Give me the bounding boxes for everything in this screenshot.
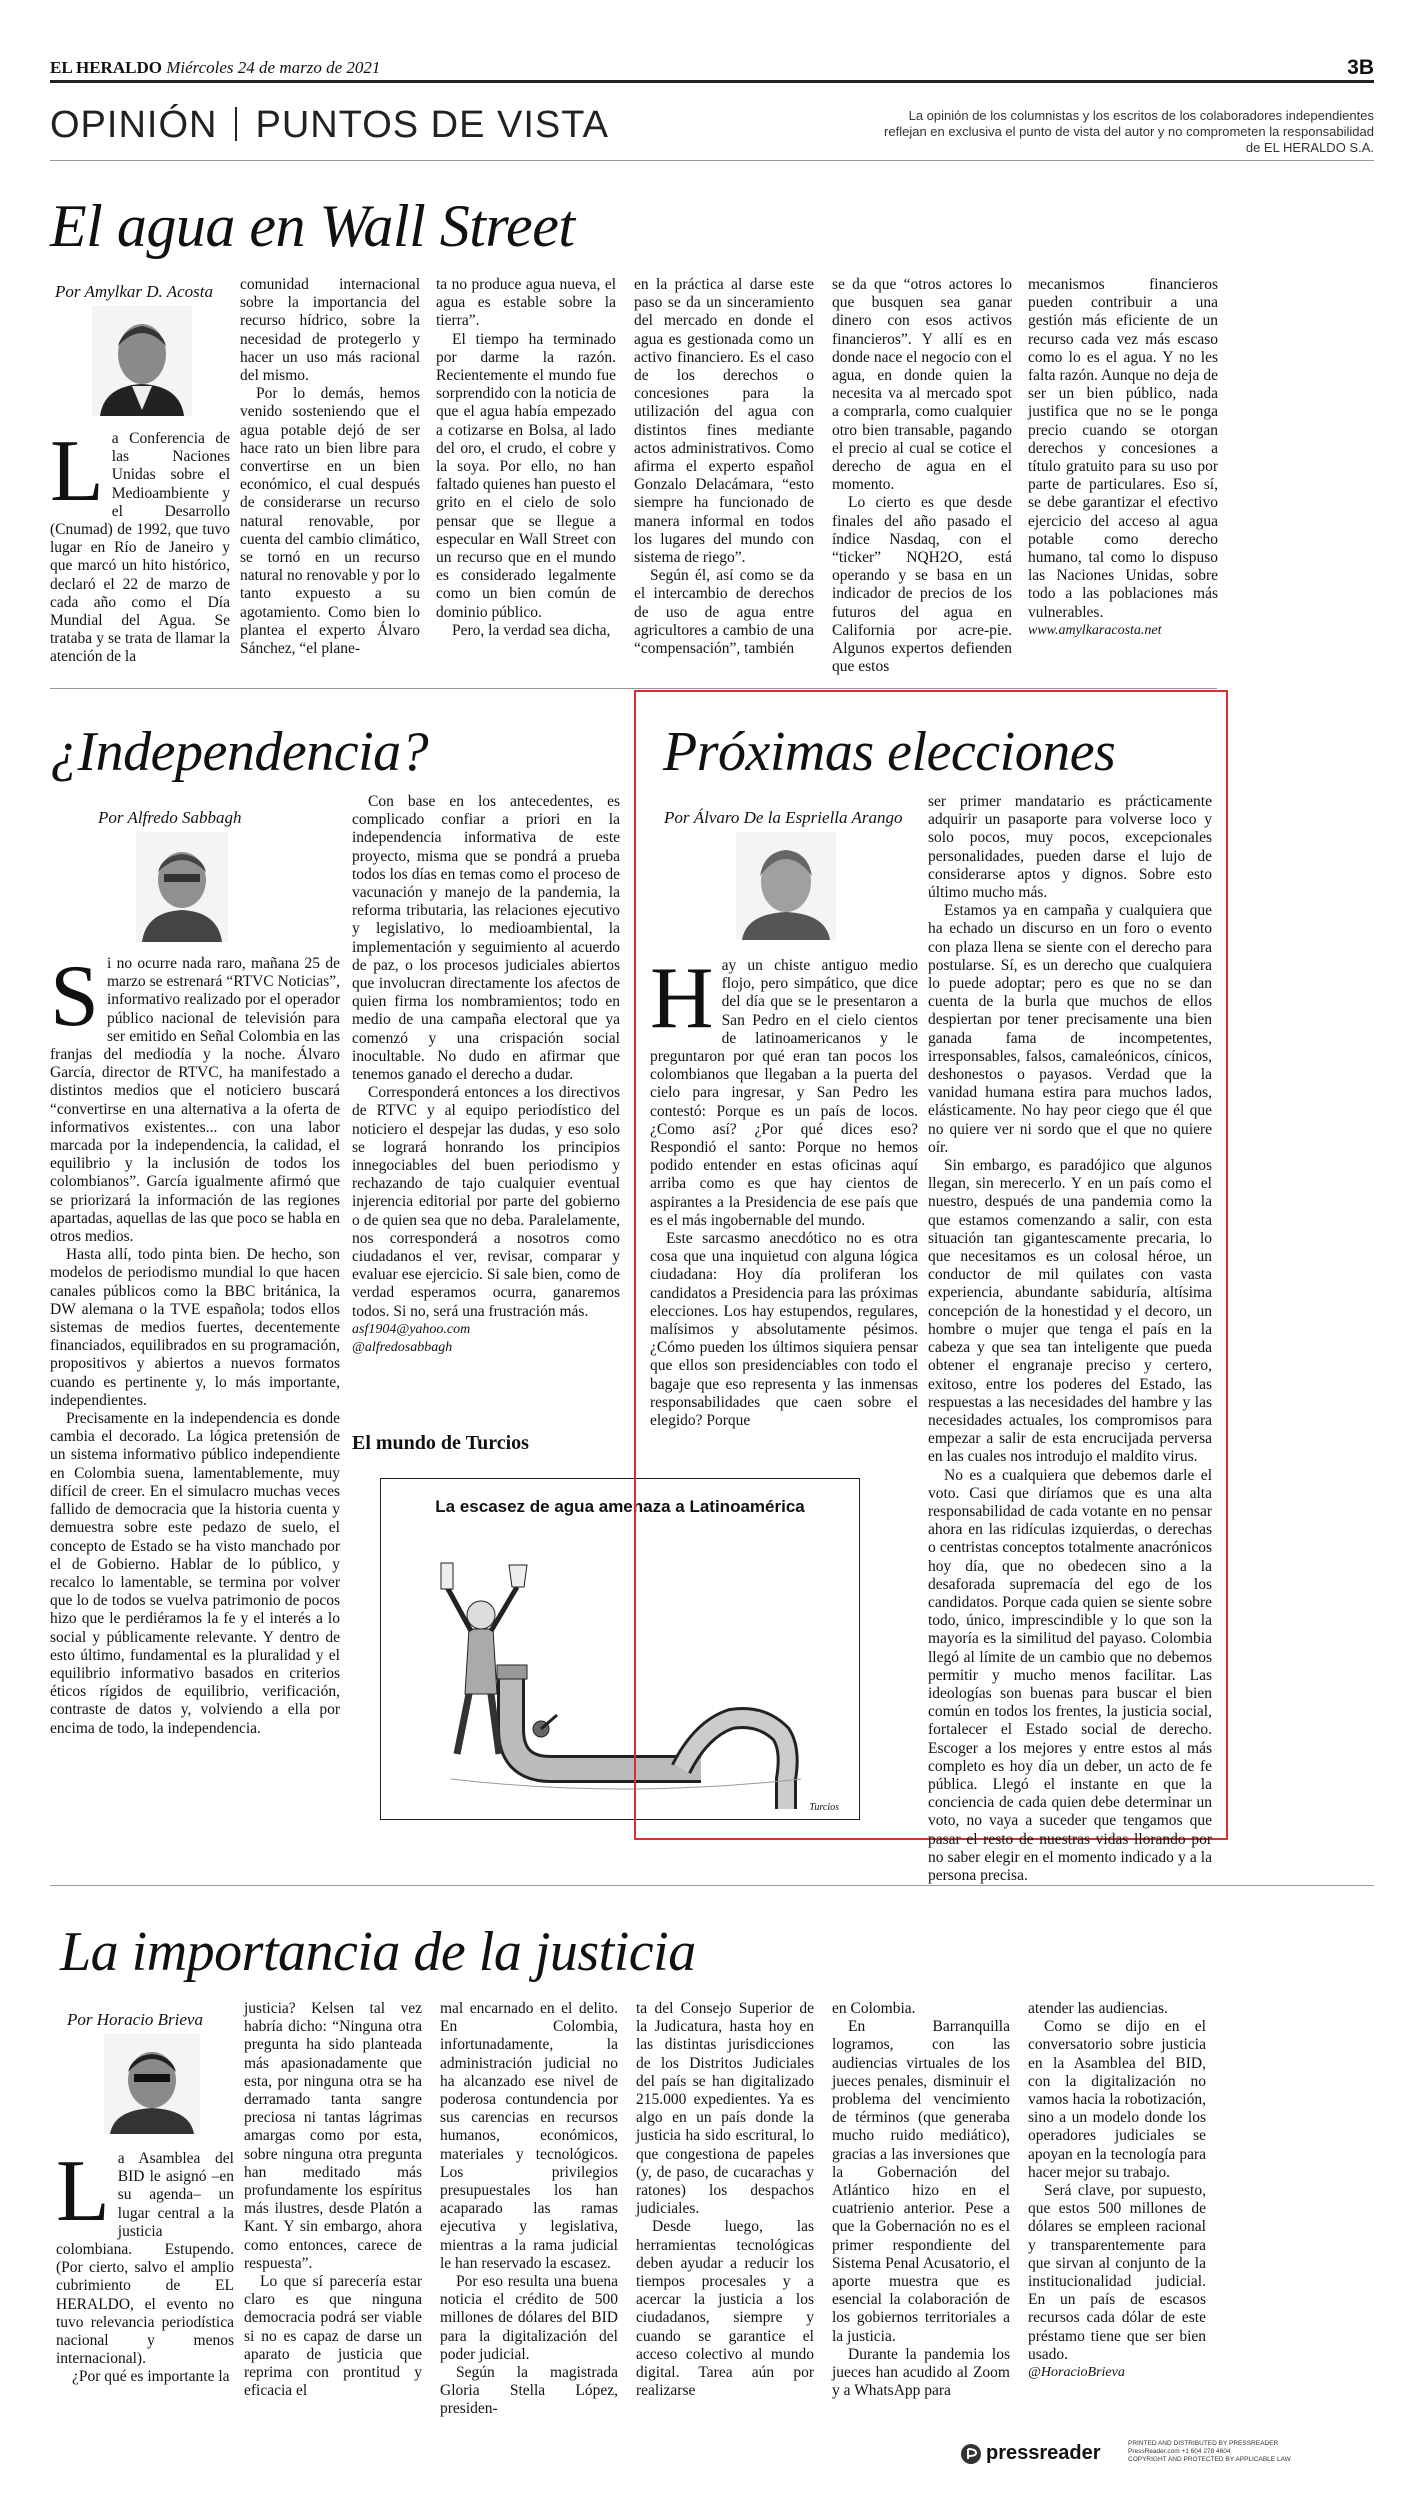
- paragraph: Por eso resulta una buena noticia el crédito de 500 millones de dólares del BID para la digitalización del poder judicial.: [440, 2273, 618, 2363]
- drop-cap: H: [650, 950, 714, 1047]
- paragraph: Hasta allí, todo pinta bien. De hecho, son modelos de periodismo mundial lo que hacen canales públicos como la BBC británica, la DW alemana o la TVE española; todos ellos sistemas de medios fuertes, decentemente financiados, equilibrados en su programación, propositivos y abiertos a nuevos formatos cuando es pertinente y, lo más importante, independientes.: [50, 1246, 340, 1409]
- article-column: [634, 276, 814, 658]
- author-photo: [136, 832, 228, 942]
- page-number: 3B: [1347, 56, 1374, 79]
- divider: [50, 688, 1217, 689]
- article-title: La importancia de la justicia: [60, 1921, 696, 1983]
- article-title: ¿Independencia?: [50, 721, 429, 783]
- paper-name: EL HERALDO: [50, 58, 162, 77]
- paragraph: ta del Consejo Superior de la Judicatura, hasta hoy en las distintas jurisdicciones de los Distritos Judiciales del país se han digitalizado 215.000 expedientes. Ya es algo en un país donde la justicia ha sido escritural, lo que congestiona de papeles (y, de paso, de cucarachas y ratones) los despachos judiciales.: [636, 2000, 814, 2218]
- paragraph: [50, 948, 340, 1246]
- byline: Por Alfredo Sabbagh: [98, 808, 242, 827]
- pressreader-badge[interactable]: [960, 2442, 1101, 2465]
- article-column: [50, 423, 230, 667]
- paragraph: Lo cierto es que desde finales del año pasado el índice Nasdaq, con el “ticker” NQH2O, está operando y se basa en un indicador de precios de los futuros del agua en California por acre-pie. Algunos expertos defienden que estos: [832, 494, 1012, 676]
- article-column: [240, 276, 420, 658]
- article-column: [650, 950, 918, 1430]
- paragraph-text: i no ocurre nada raro, mañana 25 de marzo se estrenará “RTVC Noticias”, informativo realizado por el operador público nacional de televisión para ser emitido en Señal Colombia en las franjas del mediodía y la noche. Álvaro García, director de RTVC, ha manifestado a distintos medios que el noticiero buscará “convertirse en una alternativa a la oferta de informativos existentes... con una labor marcada por la independencia, la calidad, el equilibrio y la inclusión de todos los colombianos”. García igualmente afirmó que se priorizará la información de las regiones apartadas, aquellas de las que poco se habla en otros medios.: [50, 955, 340, 1246]
- cartoon-label: El mundo de Turcios: [352, 1432, 529, 1454]
- paragraph: Estamos ya en campaña y cualquiera que ha echado un discurso en un foro o evento con plaza llena se siente con el derecho para postularse. Sí, es un derecho que cualquiera lo puede adoptar; pero es que no se dan cuenta de la burla que muchos de ellos despiertan por tener precisamente una bien ganada fama de incompetentes, irresponsables, falsos, camaleónicos, cínicos, deshonestos o payasos. Verdad que la vanidad humana estira para muchos lados, elásticamente. No hay peor ciego que él que no quiere ver ni sordo que el que no quiere oír.: [928, 902, 1212, 1156]
- byline: Por Álvaro De la Espriella Arango: [664, 808, 903, 827]
- pressreader-brand: pressreader: [986, 2442, 1101, 2464]
- paragraph: atender las audiencias.: [1028, 2000, 1168, 2017]
- paragraph: en la práctica al darse este paso se da un sinceramiento del mercado en donde el agua es gestionada como un activo financiero. Es el caso de los derechos o concesiones para la utilización del agua con distintos fines mediante actos administrativos. Como afirma el experto español Gonzalo Delacámara, “esto siempre ha funcionado de manera informal en todos los lugares del mundo con sistema de riego”.: [634, 276, 814, 567]
- author-handle: @HoracioBrieva: [1028, 2365, 1125, 2381]
- section-rule: [50, 160, 1374, 161]
- author-photo: [736, 832, 836, 940]
- paragraph: Corresponderá entonces a los directivos de RTVC y al equipo periodístico del noticiero el despejar las dudas, y eso solo se logrará honrando los principios innegociables del buen periodismo y rechazando de tajo cualquier eventual injerencia editorial por parte del gobierno o de quien sea que no deba. Paralelamente, nos corresponderá a nosotros como ciudadanos el ver, revisar, comparar y evaluar ese ejercicio. Si sale bien, como de verdad esperamos ocurra, ganaremos todos. Si no, será una frustración más.: [352, 1084, 620, 1320]
- author-handle: @alfredosabbagh: [352, 1340, 453, 1356]
- paragraph: en Colombia.: [832, 2000, 916, 2017]
- article-column: [636, 2000, 814, 2400]
- paragraph: Será clave, por supuesto, que estos 500 millones de dólares se empleen racional y transparentemente para que sirvan al conjunto de la institucionalidad judicial. En un país de escasos recursos cada dólar de este préstamo tiene que ser bien usado.: [1028, 2182, 1206, 2363]
- paragraph: Pero, la verdad sea dicha,: [452, 621, 611, 639]
- cartoon-caption: La escasez de agua amenaza a Latinoamérica: [435, 1497, 805, 1516]
- drop-cap: S: [50, 948, 99, 1045]
- article-column: [928, 793, 1212, 1885]
- pressreader-notice: PRINTED AND DISTRIBUTED BY PRESSREADER PressReader.com +1 604 278 4604 COPYRIGHT AND PROTECTED BY APPLICABLE LAW: [1128, 2440, 1291, 2463]
- paragraph: No es a cualquiera que debemos darle el voto. Casi que diríamos que es una alta responsabilidad de cada votante en no pensar ahora en las ridículas izquierdas, o derechas o centristas conceptos totalmente anacrónicos hoy día, que no obedecen sino a la desaforada supremacía del ego de los candidatos. Porque cada quien se siente sobre todo, único, imprescindible y lo que son la mayoría es la similitud del payaso. Colombia llegó al límite de un cambio que no debemos permitir y mucho menos facilitar. Las ideologías son buenas para buscar el bien común en todos los frentes, la justicia social, fortalecer el Estado social de derecho. Escoger a los mejores y entre estos al más completo es hoy día un deber, un acto de fe pública. Llegó el instante en que la conciencia de cada quien debe determinar un voto, no vaya a suceder que tengamos que pasar el resto de nuestras vidas llorando por no saber elegir en el momento indicado y a la persona precisa.: [928, 1466, 1212, 1884]
- author-photo: [92, 306, 192, 416]
- paragraph: [56, 2143, 234, 2368]
- paragraph: comunidad internacional sobre la importancia del recurso hídrico, sobre la necesidad de protegerlo y hacer un uso más racional del mismo.: [240, 276, 420, 385]
- paragraph: Según la magistrada Gloria Stella López, presiden-: [440, 2364, 618, 2418]
- paragraph-text: a Asamblea del BID le asignó –en su agenda– un lugar central a la justicia colombiana. Estupendo. (Por cierto, salvo el amplio cubrimiento de EL HERALDO, el evento no tuvo relevancia periodística nacional y menos internacional).: [56, 2150, 234, 2368]
- article-column: [244, 2000, 422, 2400]
- paragraph: En Barranquilla logramos, con las audiencias virtuales de los jueces penales, disminuir el problema del vencimiento de términos (que generaba mucho ruido mediático), gracias a las inversiones que la Gobernación del Atlántico hizo en el cuatrienio anterior. Pese a que la Gobernación no es el primer respondiente del Sistema Penal Acusatorio, el aporte muestra que es esencial la colaboración de los gobiernos territoriales a la justicia.: [832, 2018, 1010, 2345]
- article-column: [436, 276, 616, 640]
- paragraph: Este sarcasmo anecdótico no es otra cosa que una inquietud con alguna lógica ciudadana: Hoy día proliferan los candidatos a Presidencia para las próximas elecciones. Los hay estupendos, regulares, malísimos y absolutamente pésimos. ¿Cómo pueden los últimos siquiera pensar que ellos son presidenciables con todo el bagaje que eso representa y las inmensas responsabilidades que caen sobre el elegido? Porque: [650, 1230, 918, 1430]
- article-column: [1028, 2000, 1206, 2382]
- author-email: asf1904@yahoo.com: [352, 1321, 471, 1337]
- paragraph: mal encarnado en el delito. En Colombia, infortunadamente, la administración judicial no ha alcanzado ese nivel de poderosa contundencia por sus carencias en recursos humanos, económicos, materiales y tecnológicos. Los privilegios presupuestales los han acaparado las ramas ejecutiva y legislativa, mientras a la rama judicial le han reservado la escasez.: [440, 2000, 618, 2272]
- paragraph: Durante la pandemia los jueces han acudido al Zoom y a WhatsApp para: [832, 2345, 1010, 2400]
- section-divider: [235, 107, 237, 141]
- paragraph: mecanismos financieros pueden contribuir a una gestión más eficiente de un recurso cada vez más escaso como lo es el agua. Y no les falta razón. Aunque no deja de ser un bien público, nada justifica que no se le ponga precio cuando se otorgan derechos y concesiones a título gratuito para su uso por parte de particulares. Eso sí, se debe garantizar el efectivo ejercicio del acceso al agua potable como derecho humano, tal como lo dispuso las Naciones Unidas, sobre todo a las poblaciones más vulnerables.: [1028, 276, 1218, 621]
- article-column: [352, 793, 620, 1357]
- paragraph: Con base en los antecedentes, es complicado confiar a priori en la independencia informativa de este proyecto, misma que se pondrá a prueba todos los días en temas como el proceso de vacunación y manejo de la pandemia, la reforma tributaria, las relaciones ejecutivo y legislativo, lo medioambiental, la implementación y seguimiento al acuerdo de paz, o los procesos judiciales abiertos que involucran directamente los afectos de quien firma los nombramientos; todo en medio de una campaña electoral que ya comenzó y una crispación social inocultable. No dudo en afirmar que tenemos ganado el derecho a dudar.: [352, 793, 620, 1084]
- byline: Por Horacio Brieva: [67, 2010, 203, 2029]
- header-rule: [50, 80, 1374, 83]
- article-column: [440, 2000, 618, 2419]
- section-name: OPINIÓN: [50, 104, 218, 146]
- paragraph: Según él, así como se da el intercambio de derechos de uso de agua entre agricultores a cambio de una “compensación”, también: [634, 567, 814, 658]
- byline: Por Amylkar D. Acosta: [55, 282, 214, 301]
- paragraph: ¿Por qué es importante la: [72, 2368, 230, 2386]
- paragraph: ser primer mandatario es prácticamente adquirir un pasaporte para volverse loco y solo pocos, muy pocos, excepcionales personalidades, pueden darse el lujo de considerarse aptos y dignos. Sobre esto último mucho más.: [928, 793, 1212, 902]
- paragraph: Sin embargo, es paradójico que algunos llegan, sin merecerlo. Y en un país como el nuestro, después de una pandemia como la que estamos comenzando a salir, con esta situación tan gigantescamente precaria, lo que necesitamos es un colosal héroe, un conductor de mil quilates con vasta experiencia, abundante sabiduría, altísima concepción de la honestidad y el decoro, un hombre o mujer que tenga el país en la cabeza y que sea tan inteligente que pueda obtener el engranaje preciso y certero, exitoso, entre los poderes del Estado, las respuestas a las necesidades del hambre y las necesidades actuales, los compromisos para empezar a salir de esta encrucijada perversa en las cuales nos introdujo el maldito virus.: [928, 1157, 1212, 1466]
- issue-date: Miércoles 24 de marzo de 2021: [166, 58, 381, 77]
- paragraph: ta no produce agua nueva, el agua es estable sobre la tierra”.: [436, 276, 616, 330]
- paragraph: Como se dijo en el conversatorio sobre justicia en la Asamblea del BID, con la digitalización no vamos hacia la robotización, sino a un modelo donde los operadores judiciales se apoyan en la tecnología para hacer mejor su trabajo.: [1028, 2018, 1206, 2181]
- cartoon-signature: Turcios: [809, 1802, 839, 1813]
- divider: [50, 1885, 1374, 1886]
- paragraph: justicia? Kelsen tal vez habría dicho: “Ninguna otra pregunta ha sido planteada más apasionadamente que esta, por ninguna otra se ha derramado tanta sangre preciosa ni tantas lágrimas amargas como por esta, sobre ninguna otra pregunta han meditado más profundamente los espíritus más ilustres, desde Platón a Kant. Y sin embargo, ahora como entonces, carece de respuesta”.: [244, 2000, 422, 2272]
- paragraph: Desde luego, las herramientas tecnológicas deben ayudar a reducir los tiempos procesales y a acercar la justicia a los ciudadanos, siempre y cuando se garantice el acceso colectivo al mundo digital. Tarea aún por realizarse: [636, 2218, 814, 2400]
- paragraph: se da que “otros actores lo que busquen sea ganar dinero con esos activos financieros”. Y allí es en donde nace el negocio con el agua, en donde quien la necesita va al mercado spot a comprarla, como cualquier otro bien transable, pagando el precio al cual se cotice el derecho de agua en el momento.: [832, 276, 1012, 494]
- author-photo: [104, 2034, 200, 2134]
- subsection-name: PUNTOS DE VISTA: [255, 104, 610, 146]
- masthead: [50, 58, 380, 78]
- drop-cap: L: [50, 423, 104, 520]
- article-column: [832, 2000, 1010, 2400]
- pressreader-icon: [960, 2443, 982, 2465]
- article-column: [1028, 276, 1218, 640]
- paragraph: [650, 950, 918, 1230]
- paragraph: Por lo demás, hemos venido sosteniendo que el agua potable dejó de ser hace rato un bien libre para convertirse en un bien económico, el cual después de considerarse un recurso natural renovable, por cuenta del cambio climático, se tornó en un recurso natural no renovable y por lo tanto expuesto a su agotamiento. Como bien lo plantea el experto Álvaro Sánchez, “el plane-: [240, 385, 420, 658]
- author-website: www.amylkaracosta.net: [1028, 622, 1162, 638]
- paragraph: Precisamente en la independencia es donde cambia el decorado. La lógica pretensión de un sistema informativo público independiente en Colombia suena, lamentablemente, muy difícil de creer. En el simulacro muchas veces fallido de democracia que la historia cuenta y demuestra sobre este pedazo de suelo, el concepto de Estado se ha visto manchado por el de Gobierno. Hablar de lo público, y recalco lo lamentable, se termina por volver que lo de todos se vuelva patrimonio de pocos hizo que le perdiéramos la fe y el interés a lo social y públicamente relevante. Y dentro de esto último, fundamental es la pluralidad y el equilibrio informativo basados en criterios éticos rígidos de equilibrio, verificación, contraste de datos y, volviendo a ella por encima de todo, la independencia.: [50, 1410, 340, 1737]
- section-title: [50, 104, 609, 147]
- disclaimer: La opinión de los columnistas y los escritos de los colaboradores independientes reflejan en exclusiva el punto de vista del autor y no comprometen la responsabilidad de EL HERALDO S.A.: [884, 108, 1374, 155]
- article-column: [56, 2143, 234, 2387]
- article-column: [50, 948, 340, 1738]
- article-title: Próximas elecciones: [663, 721, 1116, 783]
- paragraph: Lo que sí parecería estar claro es que ninguna democracia podrá ser viable si no es capaz de darse un aparato de justicia que reprima con prontitud y eficacia el: [244, 2273, 422, 2400]
- drop-cap: L: [56, 2143, 110, 2240]
- paragraph-text: ay un chiste antiguo medio flojo, pero simpático, que dice del día que se le presentaron a San Pedro en el cielo cientos de latinoamericanos y le preguntaron por qué eran tan pocos los colombianos que llegaban a la puerta del cielo para ingresar, y San Pedro les contestó: Porque es un país de locos. ¿Como así? ¿Por qué dices eso? Respondió el santo: Porque no hemos podido entender en estas oficinas aquí arriba como es que hay cientos de aspirantes a la Presidencia de ese país que es el más ingobernable del mundo.: [650, 957, 918, 1229]
- paragraph: a Conferencia de las Naciones Unidas sobre el Medioambiente y el Desarrollo (Cnumad) de 1992, que tuvo lugar en Río de Janeiro y que marcó un hito histórico, declaró el 22 de marzo de cada año como el Día Mundial del Agua. Se trataba y se trata de llamar la atención de la: [50, 430, 230, 666]
- paragraph: El tiempo ha terminado por darme la razón. Recientemente el mundo fue sorprendido con la noticia de que el agua había empezado a cotizarse en Bolsa, al lado del oro, el crudo, el cobre y la soya. Por ello, no han faltado quienes han puesto el grito en el cielo de solo pensar que se llegue a especular en Wall Street con un recurso que en el mundo es considerado legalmente como un bien común de dominio público.: [436, 330, 616, 621]
- article-column: [832, 276, 1012, 676]
- article-title: El agua en Wall Street: [50, 193, 575, 259]
